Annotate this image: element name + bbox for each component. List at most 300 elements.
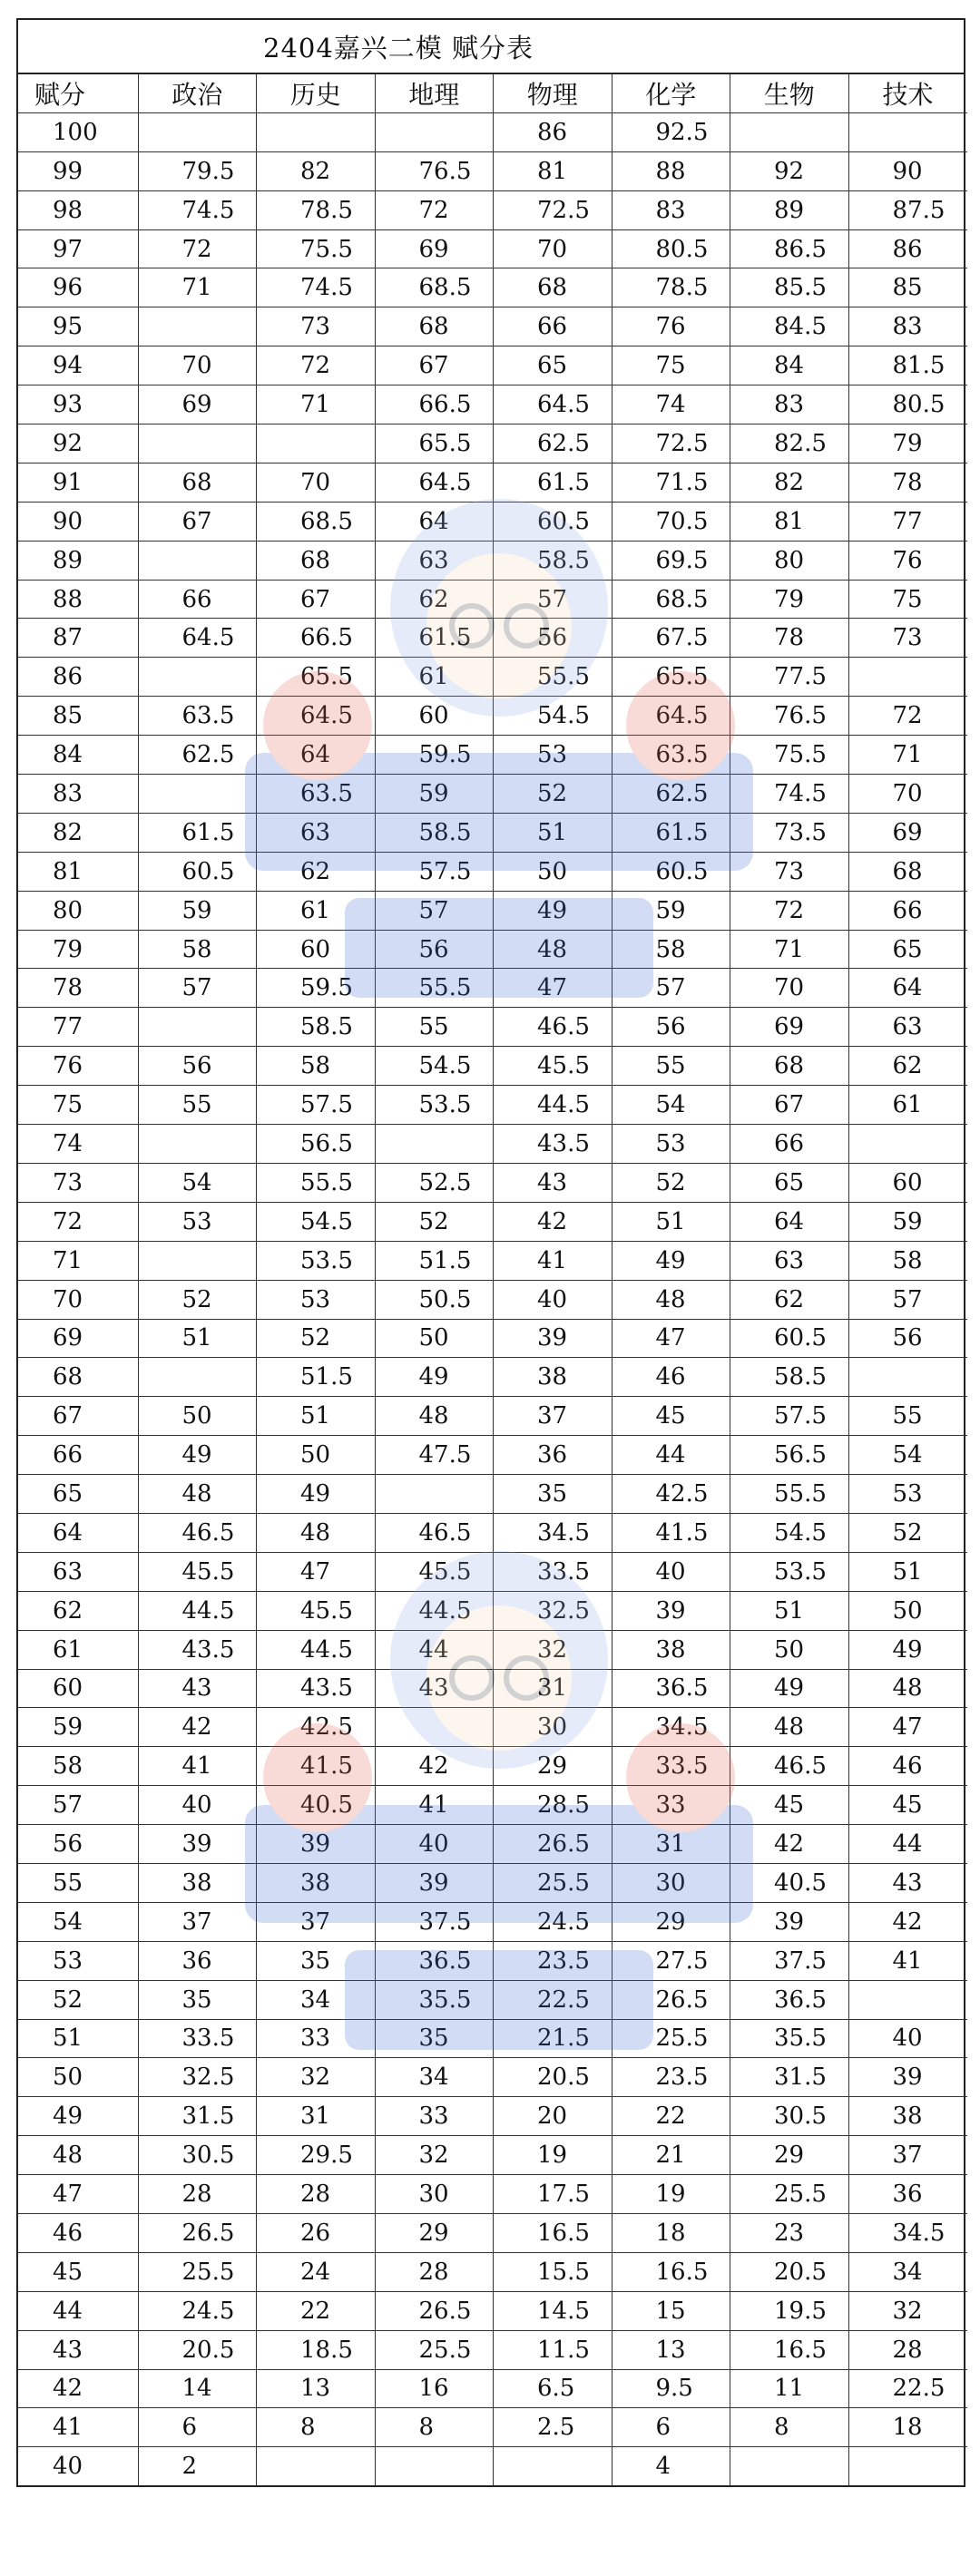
cell-geography: 37.5 — [375, 1902, 494, 1941]
cell-chemistry: 18 — [612, 2213, 730, 2252]
table-row — [18, 268, 967, 307]
cell-politics: 37 — [138, 1902, 257, 1941]
cell-biology: 82 — [730, 463, 849, 502]
cell-technology: 80.5 — [848, 385, 967, 424]
cell-technology: 32 — [848, 2291, 967, 2330]
cell-chemistry: 74 — [612, 385, 730, 424]
cell-biology: 92 — [730, 151, 849, 190]
cell-assigned-score: 52 — [18, 1980, 138, 2019]
cell-chemistry: 83 — [612, 190, 730, 229]
cell-chemistry: 16.5 — [612, 2252, 730, 2291]
cell-physics: 55.5 — [494, 658, 612, 697]
cell-assigned-score: 84 — [18, 736, 138, 775]
cell-history: 29.5 — [257, 2136, 376, 2175]
cell-chemistry: 57 — [612, 969, 730, 1008]
table-row — [18, 736, 967, 775]
table-row — [18, 112, 967, 151]
cell-geography: 69 — [375, 229, 494, 268]
cell-technology: 42 — [848, 1902, 967, 1941]
cell-history: 49 — [257, 1475, 376, 1514]
table-row — [18, 2291, 967, 2330]
cell-politics: 59 — [138, 891, 257, 930]
cell-history: 39 — [257, 1825, 376, 1864]
cell-history: 82 — [257, 151, 376, 190]
cell-technology: 70 — [848, 775, 967, 814]
cell-chemistry: 54 — [612, 1086, 730, 1125]
cell-history: 13 — [257, 2369, 376, 2408]
table-row — [18, 658, 967, 697]
cell-assigned-score: 49 — [18, 2097, 138, 2136]
cell-biology: 84 — [730, 346, 849, 385]
cell-assigned-score: 96 — [18, 268, 138, 307]
cell-technology — [848, 1125, 967, 1164]
cell-physics: 35 — [494, 1475, 612, 1514]
cell-physics — [494, 2447, 612, 2485]
cell-history: 56.5 — [257, 1125, 376, 1164]
cell-history: 24 — [257, 2252, 376, 2291]
cell-politics: 58 — [138, 930, 257, 969]
cell-assigned-score: 72 — [18, 1202, 138, 1241]
cell-technology: 65 — [848, 930, 967, 969]
cell-physics: 86 — [494, 112, 612, 151]
cell-politics: 63.5 — [138, 697, 257, 736]
cell-history: 42.5 — [257, 1708, 376, 1747]
cell-chemistry: 21 — [612, 2136, 730, 2175]
cell-history: 8 — [257, 2408, 376, 2447]
cell-biology: 56.5 — [730, 1436, 849, 1475]
cell-history: 75.5 — [257, 229, 376, 268]
cell-biology: 37.5 — [730, 1941, 849, 1980]
cell-biology: 51 — [730, 1591, 849, 1630]
cell-history: 48 — [257, 1513, 376, 1552]
cell-assigned-score: 87 — [18, 619, 138, 658]
table-row — [18, 424, 967, 463]
cell-physics: 36 — [494, 1436, 612, 1475]
table-row — [18, 2252, 967, 2291]
cell-history: 66.5 — [257, 619, 376, 658]
cell-politics: 26.5 — [138, 2213, 257, 2252]
cell-geography: 33 — [375, 2097, 494, 2136]
cell-politics: 50 — [138, 1397, 257, 1436]
cell-assigned-score: 75 — [18, 1086, 138, 1125]
table-row — [18, 1047, 967, 1086]
cell-assigned-score: 86 — [18, 658, 138, 697]
cell-chemistry: 58 — [612, 930, 730, 969]
cell-chemistry: 36.5 — [612, 1669, 730, 1708]
cell-assigned-score: 74 — [18, 1125, 138, 1164]
cell-history: 57.5 — [257, 1086, 376, 1125]
cell-geography: 41 — [375, 1786, 494, 1825]
score-conversion-sheet — [16, 18, 965, 2487]
cell-physics: 15.5 — [494, 2252, 612, 2291]
cell-geography: 44.5 — [375, 1591, 494, 1630]
cell-physics: 17.5 — [494, 2175, 612, 2214]
cell-geography — [375, 1708, 494, 1747]
cell-geography: 45.5 — [375, 1552, 494, 1591]
table-row — [18, 1008, 967, 1047]
cell-physics: 56 — [494, 619, 612, 658]
cell-history: 55.5 — [257, 1163, 376, 1202]
cell-biology: 73.5 — [730, 813, 849, 852]
cell-technology — [848, 1980, 967, 2019]
cell-history: 58.5 — [257, 1008, 376, 1047]
cell-chemistry: 39 — [612, 1591, 730, 1630]
cell-politics: 66 — [138, 580, 257, 619]
header-history: 历史 — [257, 74, 376, 112]
table-row — [18, 1980, 967, 2019]
cell-biology: 55.5 — [730, 1475, 849, 1514]
cell-biology: 40.5 — [730, 1863, 849, 1902]
table-row — [18, 775, 967, 814]
table-row — [18, 2019, 967, 2058]
cell-chemistry: 27.5 — [612, 1941, 730, 1980]
cell-biology: 48 — [730, 1708, 849, 1747]
table-row — [18, 1747, 967, 1786]
cell-biology: 68 — [730, 1047, 849, 1086]
cell-physics: 62.5 — [494, 424, 612, 463]
cell-geography: 43 — [375, 1669, 494, 1708]
cell-physics: 19 — [494, 2136, 612, 2175]
cell-politics: 56 — [138, 1047, 257, 1086]
cell-assigned-score: 56 — [18, 1825, 138, 1864]
cell-history: 51.5 — [257, 1358, 376, 1397]
cell-assigned-score: 94 — [18, 346, 138, 385]
cell-geography: 59.5 — [375, 736, 494, 775]
cell-technology: 90 — [848, 151, 967, 190]
cell-technology: 61 — [848, 1086, 967, 1125]
cell-politics — [138, 424, 257, 463]
cell-biology: 78 — [730, 619, 849, 658]
cell-technology: 56 — [848, 1319, 967, 1358]
cell-geography: 55 — [375, 1008, 494, 1047]
cell-politics: 43.5 — [138, 1630, 257, 1669]
cell-assigned-score: 83 — [18, 775, 138, 814]
cell-biology: 62 — [730, 1280, 849, 1319]
cell-physics: 20 — [494, 2097, 612, 2136]
cell-biology: 58.5 — [730, 1358, 849, 1397]
cell-technology: 34.5 — [848, 2213, 967, 2252]
cell-biology: 72 — [730, 891, 849, 930]
cell-technology — [848, 112, 967, 151]
table-row — [18, 1436, 967, 1475]
cell-politics — [138, 307, 257, 346]
cell-technology: 28 — [848, 2330, 967, 2369]
cell-assigned-score: 44 — [18, 2291, 138, 2330]
header-geography: 地理 — [375, 74, 494, 112]
cell-technology: 41 — [848, 1941, 967, 1980]
table-row — [18, 2447, 967, 2485]
cell-chemistry: 26.5 — [612, 1980, 730, 2019]
cell-technology: 76 — [848, 541, 967, 580]
cell-technology: 87.5 — [848, 190, 967, 229]
cell-geography: 59 — [375, 775, 494, 814]
table-row — [18, 1358, 967, 1397]
cell-physics: 65 — [494, 346, 612, 385]
cell-geography: 36.5 — [375, 1941, 494, 1980]
cell-assigned-score: 61 — [18, 1630, 138, 1669]
cell-chemistry: 15 — [612, 2291, 730, 2330]
table-row — [18, 1125, 967, 1164]
cell-chemistry: 59 — [612, 891, 730, 930]
cell-biology: 20.5 — [730, 2252, 849, 2291]
cell-assigned-score: 88 — [18, 580, 138, 619]
cell-technology: 72 — [848, 697, 967, 736]
cell-biology: 76.5 — [730, 697, 849, 736]
cell-geography: 64.5 — [375, 463, 494, 502]
cell-politics: 45.5 — [138, 1552, 257, 1591]
cell-geography: 68 — [375, 307, 494, 346]
cell-assigned-score: 90 — [18, 502, 138, 541]
cell-assigned-score: 50 — [18, 2058, 138, 2097]
cell-chemistry: 19 — [612, 2175, 730, 2214]
cell-technology: 48 — [848, 1669, 967, 1708]
cell-history: 47 — [257, 1552, 376, 1591]
cell-physics: 50 — [494, 852, 612, 891]
cell-physics: 41 — [494, 1241, 612, 1280]
cell-chemistry: 25.5 — [612, 2019, 730, 2058]
table-body — [18, 112, 967, 2485]
cell-history: 18.5 — [257, 2330, 376, 2369]
cell-physics: 64.5 — [494, 385, 612, 424]
cell-chemistry: 13 — [612, 2330, 730, 2369]
cell-assigned-score: 41 — [18, 2408, 138, 2447]
cell-physics: 48 — [494, 930, 612, 969]
cell-physics: 51 — [494, 813, 612, 852]
table-row — [18, 697, 967, 736]
table-row — [18, 385, 967, 424]
cell-assigned-score: 59 — [18, 1708, 138, 1747]
cell-technology — [848, 658, 967, 697]
cell-chemistry: 78.5 — [612, 268, 730, 307]
cell-history: 33 — [257, 2019, 376, 2058]
cell-technology — [848, 2447, 967, 2485]
cell-assigned-score: 97 — [18, 229, 138, 268]
cell-geography: 48 — [375, 1397, 494, 1436]
cell-assigned-score: 70 — [18, 1280, 138, 1319]
header-assigned-score: 赋分 — [18, 74, 138, 112]
cell-biology: 36.5 — [730, 1980, 849, 2019]
cell-chemistry: 60.5 — [612, 852, 730, 891]
cell-geography: 60 — [375, 697, 494, 736]
cell-history: 63 — [257, 813, 376, 852]
cell-physics: 45.5 — [494, 1047, 612, 1086]
cell-history: 74.5 — [257, 268, 376, 307]
cell-chemistry: 71.5 — [612, 463, 730, 502]
cell-politics: 39 — [138, 1825, 257, 1864]
header-politics: 政治 — [138, 74, 257, 112]
cell-biology: 8 — [730, 2408, 849, 2447]
cell-technology — [848, 1358, 967, 1397]
cell-geography: 47.5 — [375, 1436, 494, 1475]
cell-politics: 74.5 — [138, 190, 257, 229]
cell-politics: 52 — [138, 1280, 257, 1319]
cell-politics: 62.5 — [138, 736, 257, 775]
table-row — [18, 229, 967, 268]
cell-chemistry: 42.5 — [612, 1475, 730, 1514]
cell-technology: 51 — [848, 1552, 967, 1591]
table-row — [18, 2213, 967, 2252]
cell-biology: 85.5 — [730, 268, 849, 307]
cell-politics — [138, 1358, 257, 1397]
table-row — [18, 1552, 967, 1591]
cell-politics: 24.5 — [138, 2291, 257, 2330]
cell-history — [257, 112, 376, 151]
cell-geography: 52 — [375, 1202, 494, 1241]
cell-chemistry: 22 — [612, 2097, 730, 2136]
cell-physics: 72.5 — [494, 190, 612, 229]
cell-history: 63.5 — [257, 775, 376, 814]
cell-biology: 60.5 — [730, 1319, 849, 1358]
cell-geography: 49 — [375, 1358, 494, 1397]
cell-politics: 69 — [138, 385, 257, 424]
cell-history: 35 — [257, 1941, 376, 1980]
cell-history: 38 — [257, 1863, 376, 1902]
cell-biology: 57.5 — [730, 1397, 849, 1436]
cell-technology: 47 — [848, 1708, 967, 1747]
cell-chemistry: 72.5 — [612, 424, 730, 463]
cell-physics: 43.5 — [494, 1125, 612, 1164]
cell-chemistry: 52 — [612, 1163, 730, 1202]
cell-geography: 34 — [375, 2058, 494, 2097]
cell-physics: 40 — [494, 1280, 612, 1319]
header-chemistry: 化学 — [612, 74, 730, 112]
cell-biology: 54.5 — [730, 1513, 849, 1552]
cell-physics: 26.5 — [494, 1825, 612, 1864]
table-row — [18, 813, 967, 852]
cell-geography: 72 — [375, 190, 494, 229]
cell-technology: 68 — [848, 852, 967, 891]
cell-assigned-score: 92 — [18, 424, 138, 463]
table-row — [18, 346, 967, 385]
cell-politics: 42 — [138, 1708, 257, 1747]
cell-history: 70 — [257, 463, 376, 502]
cell-physics: 32.5 — [494, 1591, 612, 1630]
cell-geography — [375, 112, 494, 151]
cell-physics: 42 — [494, 1202, 612, 1241]
table-row — [18, 190, 967, 229]
cell-politics: 53 — [138, 1202, 257, 1241]
cell-geography: 50 — [375, 1319, 494, 1358]
cell-biology: 71 — [730, 930, 849, 969]
table-row — [18, 502, 967, 541]
cell-geography: 63 — [375, 541, 494, 580]
cell-technology: 39 — [848, 2058, 967, 2097]
cell-technology: 75 — [848, 580, 967, 619]
cell-physics: 58.5 — [494, 541, 612, 580]
cell-biology: 74.5 — [730, 775, 849, 814]
cell-chemistry: 4 — [612, 2447, 730, 2485]
cell-chemistry: 76 — [612, 307, 730, 346]
cell-politics: 64.5 — [138, 619, 257, 658]
cell-physics: 34.5 — [494, 1513, 612, 1552]
cell-technology: 85 — [848, 268, 967, 307]
cell-physics: 66 — [494, 307, 612, 346]
cell-physics: 52 — [494, 775, 612, 814]
cell-technology: 63 — [848, 1008, 967, 1047]
cell-assigned-score: 54 — [18, 1902, 138, 1941]
cell-politics: 67 — [138, 502, 257, 541]
cell-assigned-score: 46 — [18, 2213, 138, 2252]
cell-politics: 79.5 — [138, 151, 257, 190]
cell-physics: 60.5 — [494, 502, 612, 541]
cell-biology: 86.5 — [730, 229, 849, 268]
header-physics: 物理 — [494, 74, 612, 112]
cell-biology: 39 — [730, 1902, 849, 1941]
cell-biology: 77.5 — [730, 658, 849, 697]
cell-geography: 42 — [375, 1747, 494, 1786]
cell-physics: 29 — [494, 1747, 612, 1786]
cell-politics: 44.5 — [138, 1591, 257, 1630]
cell-history: 44.5 — [257, 1630, 376, 1669]
cell-geography: 62 — [375, 580, 494, 619]
table-row — [18, 1475, 967, 1514]
cell-technology: 58 — [848, 1241, 967, 1280]
cell-physics: 81 — [494, 151, 612, 190]
cell-physics: 32 — [494, 1630, 612, 1669]
cell-biology: 84.5 — [730, 307, 849, 346]
cell-chemistry: 46 — [612, 1358, 730, 1397]
table-row — [18, 2097, 967, 2136]
cell-politics: 60.5 — [138, 852, 257, 891]
cell-politics: 46.5 — [138, 1513, 257, 1552]
cell-geography: 51.5 — [375, 1241, 494, 1280]
cell-technology: 46 — [848, 1747, 967, 1786]
cell-chemistry: 70.5 — [612, 502, 730, 541]
cell-technology: 60 — [848, 1163, 967, 1202]
cell-biology: 31.5 — [730, 2058, 849, 2097]
cell-politics: 30.5 — [138, 2136, 257, 2175]
cell-history: 60 — [257, 930, 376, 969]
cell-geography: 58.5 — [375, 813, 494, 852]
cell-chemistry: 67.5 — [612, 619, 730, 658]
cell-biology: 50 — [730, 1630, 849, 1669]
cell-biology: 73 — [730, 852, 849, 891]
cell-assigned-score: 99 — [18, 151, 138, 190]
cell-biology: 11 — [730, 2369, 849, 2408]
cell-technology: 78 — [848, 463, 967, 502]
table-row — [18, 930, 967, 969]
cell-chemistry: 40 — [612, 1552, 730, 1591]
cell-politics: 35 — [138, 1980, 257, 2019]
cell-assigned-score: 77 — [18, 1008, 138, 1047]
cell-physics: 6.5 — [494, 2369, 612, 2408]
cell-history: 51 — [257, 1397, 376, 1436]
cell-history: 54.5 — [257, 1202, 376, 1241]
cell-history: 67 — [257, 580, 376, 619]
cell-geography: 65.5 — [375, 424, 494, 463]
cell-geography: 39 — [375, 1863, 494, 1902]
cell-geography: 66.5 — [375, 385, 494, 424]
cell-geography: 8 — [375, 2408, 494, 2447]
cell-physics: 39 — [494, 1319, 612, 1358]
cell-politics: 71 — [138, 268, 257, 307]
cell-assigned-score: 47 — [18, 2175, 138, 2214]
cell-history: 43.5 — [257, 1669, 376, 1708]
cell-geography: 30 — [375, 2175, 494, 2214]
cell-chemistry: 48 — [612, 1280, 730, 1319]
cell-politics — [138, 541, 257, 580]
cell-physics: 68 — [494, 268, 612, 307]
cell-technology: 73 — [848, 619, 967, 658]
cell-physics: 20.5 — [494, 2058, 612, 2097]
cell-chemistry: 41.5 — [612, 1513, 730, 1552]
table-row — [18, 1513, 967, 1552]
cell-geography: 28 — [375, 2252, 494, 2291]
cell-physics: 24.5 — [494, 1902, 612, 1941]
cell-assigned-score: 57 — [18, 1786, 138, 1825]
cell-geography: 57.5 — [375, 852, 494, 891]
cell-physics: 25.5 — [494, 1863, 612, 1902]
